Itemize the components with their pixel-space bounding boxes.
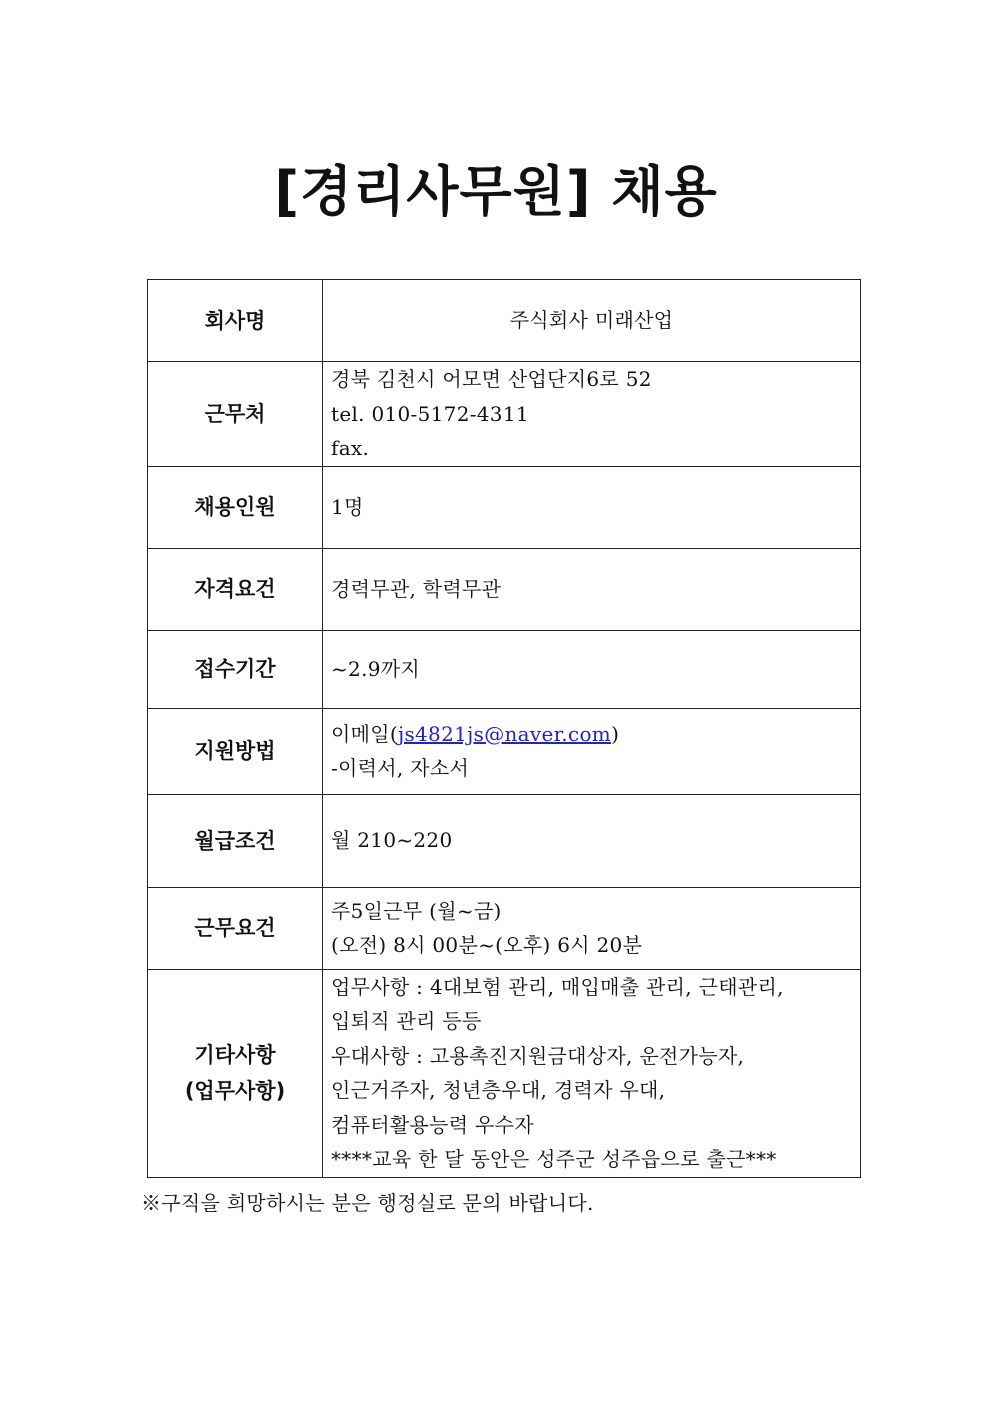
label-method: 지원방법 — [148, 708, 323, 794]
value-company: 주식회사 미래산업 — [323, 280, 861, 362]
etc-line: 업무사항 : 4대보험 관리, 매입매출 관리, 근태관리, — [331, 974, 784, 999]
value-headcount: 1명 — [323, 466, 861, 548]
row-period — [148, 630, 861, 708]
etc-line: 컴퓨터활용능력 우수자 — [331, 1112, 534, 1137]
etc-line: 입퇴직 관리 등등 — [331, 1009, 482, 1033]
label-salary: 월급조건 — [148, 794, 323, 887]
method-email-line — [331, 717, 860, 752]
value-salary: 월 210~220 — [323, 794, 861, 887]
row-salary — [148, 794, 861, 887]
workplace-fax: fax. — [331, 436, 370, 460]
value-etc — [323, 969, 861, 1177]
work-days: 주5일근무 (월~금) — [331, 898, 502, 923]
label-etc — [148, 969, 323, 1177]
email-prefix: 이메일( — [331, 721, 398, 746]
job-info-table — [147, 279, 861, 1178]
label-qualification: 자격요건 — [148, 548, 323, 630]
label-work-conditions: 근무요건 — [148, 887, 323, 969]
row-method — [148, 708, 861, 794]
label-company: 회사명 — [148, 280, 323, 362]
value-period: ~2.9까지 — [323, 630, 861, 708]
footer-note: ※구직을 희망하시는 분은 행정실로 문의 바랍니다. — [141, 1191, 594, 1215]
row-workplace — [148, 362, 861, 467]
value-work-conditions — [323, 887, 861, 969]
row-work-conditions — [148, 887, 861, 969]
email-suffix: ) — [611, 721, 620, 746]
email-link[interactable]: js4821js@naver.com — [397, 721, 612, 746]
value-method — [323, 708, 861, 794]
row-headcount — [148, 466, 861, 548]
etc-line: 우대사항 : 고용촉진지원금대상자, 운전가능자, — [331, 1043, 745, 1068]
label-headcount: 채용인원 — [148, 466, 323, 548]
row-etc — [148, 969, 861, 1177]
value-workplace — [323, 362, 861, 467]
etc-line: 인근거주자, 청년층우대, 경력자 우대, — [331, 1078, 666, 1102]
method-documents: -이력서, 자소서 — [331, 756, 470, 780]
label-etc-line1: 기타사항 — [194, 1043, 276, 1067]
value-qualification: 경력무관, 학력무관 — [323, 548, 861, 630]
row-qualification — [148, 548, 861, 630]
label-etc-line2: (업무사항) — [184, 1079, 286, 1103]
etc-line: ****교육 한 달 동안은 성주군 성주읍으로 출근*** — [331, 1147, 777, 1171]
row-company — [148, 280, 861, 362]
workplace-tel: tel. 010-5172-4311 — [331, 401, 529, 426]
label-period: 접수기간 — [148, 630, 323, 708]
label-workplace: 근무처 — [148, 362, 323, 467]
work-hours: (오전) 8시 00분~(오후) 6시 20분 — [331, 933, 643, 957]
workplace-address: 경북 김천시 어모면 산업단지6로 52 — [331, 367, 652, 391]
page-title: [경리사무원] 채용 — [274, 160, 718, 223]
